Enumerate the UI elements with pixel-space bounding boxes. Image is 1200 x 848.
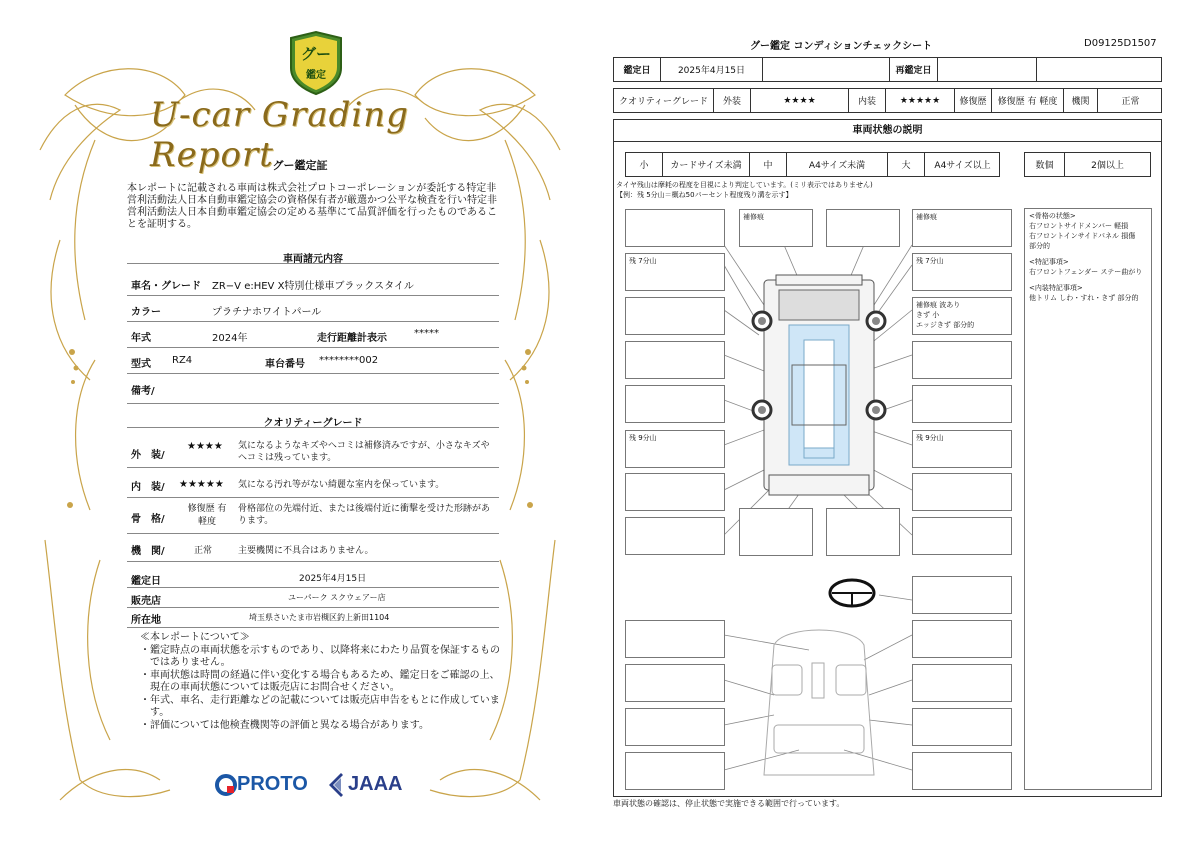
date-row (613, 57, 1162, 82)
spec-chassis-value: ********002 (319, 355, 379, 366)
condition-box (625, 341, 725, 379)
quality-frame-desc: 骨格部位の先端付近、または後端付近に衝撃を受けた形跡があります。 (238, 504, 491, 526)
certificate-intro: 本レポートに記載される車両は株式会社プロトコーポレーションが委託する特定非営利活動法人日本自動車鑑定協会の資格保有者が厳選かつ公平な検査を行い特定非営利活動法人日本自動車鑑定協会の定める基準にて品質評価を行ったものであることを証明する。 (127, 183, 497, 230)
note-text: きず 小 (916, 311, 940, 319)
spec-mileage-label: 走行距離計表示 (317, 333, 387, 344)
date-value: 2025年4月15日 (661, 58, 763, 81)
quality-row-frame (127, 500, 499, 534)
notes-title: ≪本レポートについて≫ (140, 632, 250, 643)
spec-color-value: プラチナホワイトパール (212, 307, 322, 318)
tire-note-text: 残 7分山 (629, 257, 657, 265)
condition-box (625, 517, 725, 555)
note-item: ・車両状態は時間の経過に伴い変化する場合もあるため、鑑定日をご確認の上、現在の車両状態については販売店にお問合せください。 (140, 669, 500, 693)
spec-row-model (127, 348, 499, 374)
quality-exterior-label: 外 装/ (131, 450, 165, 461)
quality-row-engine (127, 536, 499, 562)
quality-exterior-grade: ★★★★ (187, 441, 223, 452)
spec-row-color (127, 296, 499, 322)
address-value: 埼玉県さいたま市岩槻区釣上新田1104 (249, 613, 390, 622)
badge-bottom-text: 鑑定 (306, 70, 326, 81)
badge-top-text: グー (300, 45, 331, 63)
note-text: 補修痕 (916, 213, 937, 221)
tire-box-rear-right (912, 430, 1012, 468)
divider (127, 426, 499, 428)
quality-engine-label: 機 関/ (131, 546, 165, 557)
quality-heading: クオリティーグレード (263, 418, 363, 429)
spec-model-label: 型式 (131, 359, 151, 370)
date-label: 鑑定日 (614, 58, 661, 81)
condition-frame (613, 119, 1162, 797)
tire-note-text: 残 9分山 (916, 434, 944, 442)
note-item: ・年式、車名、走行距離などの記載については販売店申告をもとに作成しています。 (140, 694, 500, 718)
spec-year-value: 2024年 (212, 333, 248, 344)
condition-box (826, 508, 900, 556)
address-label: 所在地 (131, 615, 161, 626)
proto-logo-icon (215, 774, 237, 796)
quality-frame-label: 骨 格/ (131, 514, 165, 525)
condition-box (912, 517, 1012, 555)
note-text: 補修痕 (743, 213, 764, 221)
legend-count-desc: 2個以上 (1091, 161, 1124, 171)
jaaa-logo-text: JAAA (348, 773, 403, 795)
quality-row-exterior (127, 434, 499, 468)
grade-label: クオリティーグレード (614, 89, 714, 112)
shop-label: 販売店 (131, 596, 161, 607)
shop-value: ユーパーク スクウェアー店 (288, 593, 386, 602)
engine-value: 正常 (1121, 97, 1140, 107)
reinspect-value (938, 58, 1037, 81)
tire-note-text: 残 7分山 (916, 257, 944, 265)
interior-label: 内装 (849, 89, 886, 112)
condition-box-right-front (912, 297, 1012, 335)
condition-box (739, 508, 813, 556)
spec-name-label: 車名・グレード (131, 281, 201, 292)
info-row-address (127, 608, 499, 628)
info-row-shop (127, 588, 499, 608)
tire-box-rear-left (625, 430, 725, 468)
tire-note: タイヤ残山は摩耗の程度を目視により判定しています。(ミリ表示ではありません) (616, 181, 873, 189)
condition-box (912, 473, 1012, 511)
reinspect-label: 再鑑定日 (890, 58, 938, 81)
proto-logo-text: PROTO (237, 773, 308, 795)
divider (127, 262, 499, 264)
exterior-label: 外装 (714, 89, 751, 112)
repair-label: 修復歴 (955, 89, 992, 112)
spec-row-name (127, 270, 499, 296)
footer-logos (215, 770, 415, 802)
spec-color-label: カラー (131, 307, 161, 318)
condition-box (625, 473, 725, 511)
spec-row-remarks (127, 374, 499, 404)
legend-large: 大 (888, 153, 925, 176)
spec-name-value: ZR−V e:HEV X特別仕様車ブラックスタイル (212, 281, 414, 292)
quality-interior-grade: ★★★★★ (179, 479, 224, 490)
condition-box (625, 209, 725, 247)
legend-count: 数個 (1025, 153, 1065, 176)
quality-interior-desc: 気になる汚れ等がない綺麗な室内を保っています。 (238, 480, 445, 490)
tire-box-front-right (912, 253, 1012, 291)
condition-box (625, 297, 725, 335)
sheet-title: グー鑑定 コンディションチェックシート (750, 41, 933, 52)
info-row-date (127, 566, 499, 588)
frame-item: 右フロントサイドメンバー 軽損 (1029, 222, 1129, 230)
legend-medium-desc: A4サイズ未満 (787, 153, 888, 176)
interior-box (625, 752, 725, 790)
legend-small: 小 (626, 153, 663, 176)
spec-model-value: RZ4 (172, 355, 193, 366)
quality-exterior-desc: 気になるようなキズやヘコミは補修済みですが、小さなキズやヘコミは残っています。 (238, 441, 490, 463)
size-legend (625, 152, 1000, 177)
note-text: 補修痕 波あり (916, 301, 961, 309)
condition-check-sheet (600, 0, 1200, 848)
interior-box (625, 708, 725, 746)
certificate-title: グー鑑定証 (272, 159, 328, 172)
quality-frame-grade: 修復歴 有 軽度 (187, 504, 227, 527)
blank-cell (763, 58, 890, 81)
interior-box (912, 708, 1012, 746)
sheet-footer: 車両状態の確認は、停止状態で実施できる範囲で行っています。 (613, 799, 845, 808)
doc-id: D09125D1507 (1084, 38, 1157, 49)
legend-small-desc: カードサイズ未満 (663, 153, 750, 176)
grade-row (613, 88, 1162, 113)
frame-item: 部分的 (1029, 242, 1050, 250)
interior-box (912, 664, 1012, 702)
tire-box-front-left (625, 253, 725, 291)
tire-note-text: 残 9分山 (629, 434, 657, 442)
spec-year-label: 年式 (131, 333, 151, 344)
report-script-title: U-car Grading Report (150, 95, 409, 175)
spec-heading: 車両諸元内容 (283, 254, 343, 265)
quality-interior-label: 内 装/ (131, 482, 165, 493)
interior-box (912, 620, 1012, 658)
condition-box (912, 385, 1012, 423)
date-value: 2025年4月15日 (299, 574, 367, 584)
interior-title: <内装特記事項> (1029, 284, 1083, 292)
jaaa-logo-icon (327, 772, 345, 798)
goo-kantei-badge (287, 30, 345, 96)
steering-box (912, 576, 1012, 614)
interior-box (625, 664, 725, 702)
spec-mileage-value: ***** (414, 328, 439, 339)
spec-chassis-label: 車台番号 (265, 359, 305, 370)
special-title: <特記事項> (1029, 258, 1069, 266)
interior-box (912, 752, 1012, 790)
exterior-value: ★★★★ (751, 89, 849, 112)
report-notes (140, 632, 500, 732)
notes-panel (1024, 208, 1152, 790)
frame-title: <骨格の状態> (1029, 212, 1076, 220)
frame-item: 右フロントインサイドパネル 損傷 (1029, 232, 1136, 240)
interior-item: 他トリム しわ・すれ・きず 部分的 (1029, 294, 1139, 302)
condition-box (912, 209, 1012, 247)
quality-engine-grade: 正常 (194, 546, 213, 556)
special-item: 右フロントフェンダー ステー曲がり (1029, 268, 1143, 276)
condition-box (912, 341, 1012, 379)
note-item: ・鑑定時点の車両状態を示すものであり、以降将来にわたり品質を保証するものではありません。 (140, 644, 500, 668)
spec-remarks-label: 備考/ (131, 386, 155, 397)
quality-engine-desc: 主要機関に不具合はありません。 (238, 546, 374, 556)
engine-label: 機関 (1064, 89, 1098, 112)
legend-large-desc: A4サイズ以上 (934, 161, 991, 171)
interior-box (625, 620, 725, 658)
tire-example: 【例：残 5分山＝概ね50パーセント程度残り溝を示す】 (616, 191, 793, 199)
quality-row-interior (127, 470, 499, 498)
legend-title: 車両状態の説明 (614, 120, 1161, 142)
note-item: ・評価については他検査機関等の評価と異なる場合があります。 (140, 719, 429, 731)
interior-value: ★★★★★ (886, 89, 955, 112)
spec-row-year (127, 322, 499, 348)
condition-box (826, 209, 900, 247)
condition-box (625, 385, 725, 423)
repair-value: 修復歴 有 軽度 (992, 89, 1064, 112)
condition-box (739, 209, 813, 247)
legend-medium: 中 (750, 153, 787, 176)
note-text: エッジきず 部分的 (916, 321, 975, 329)
count-legend (1024, 152, 1151, 177)
date-label: 鑑定日 (131, 576, 161, 587)
